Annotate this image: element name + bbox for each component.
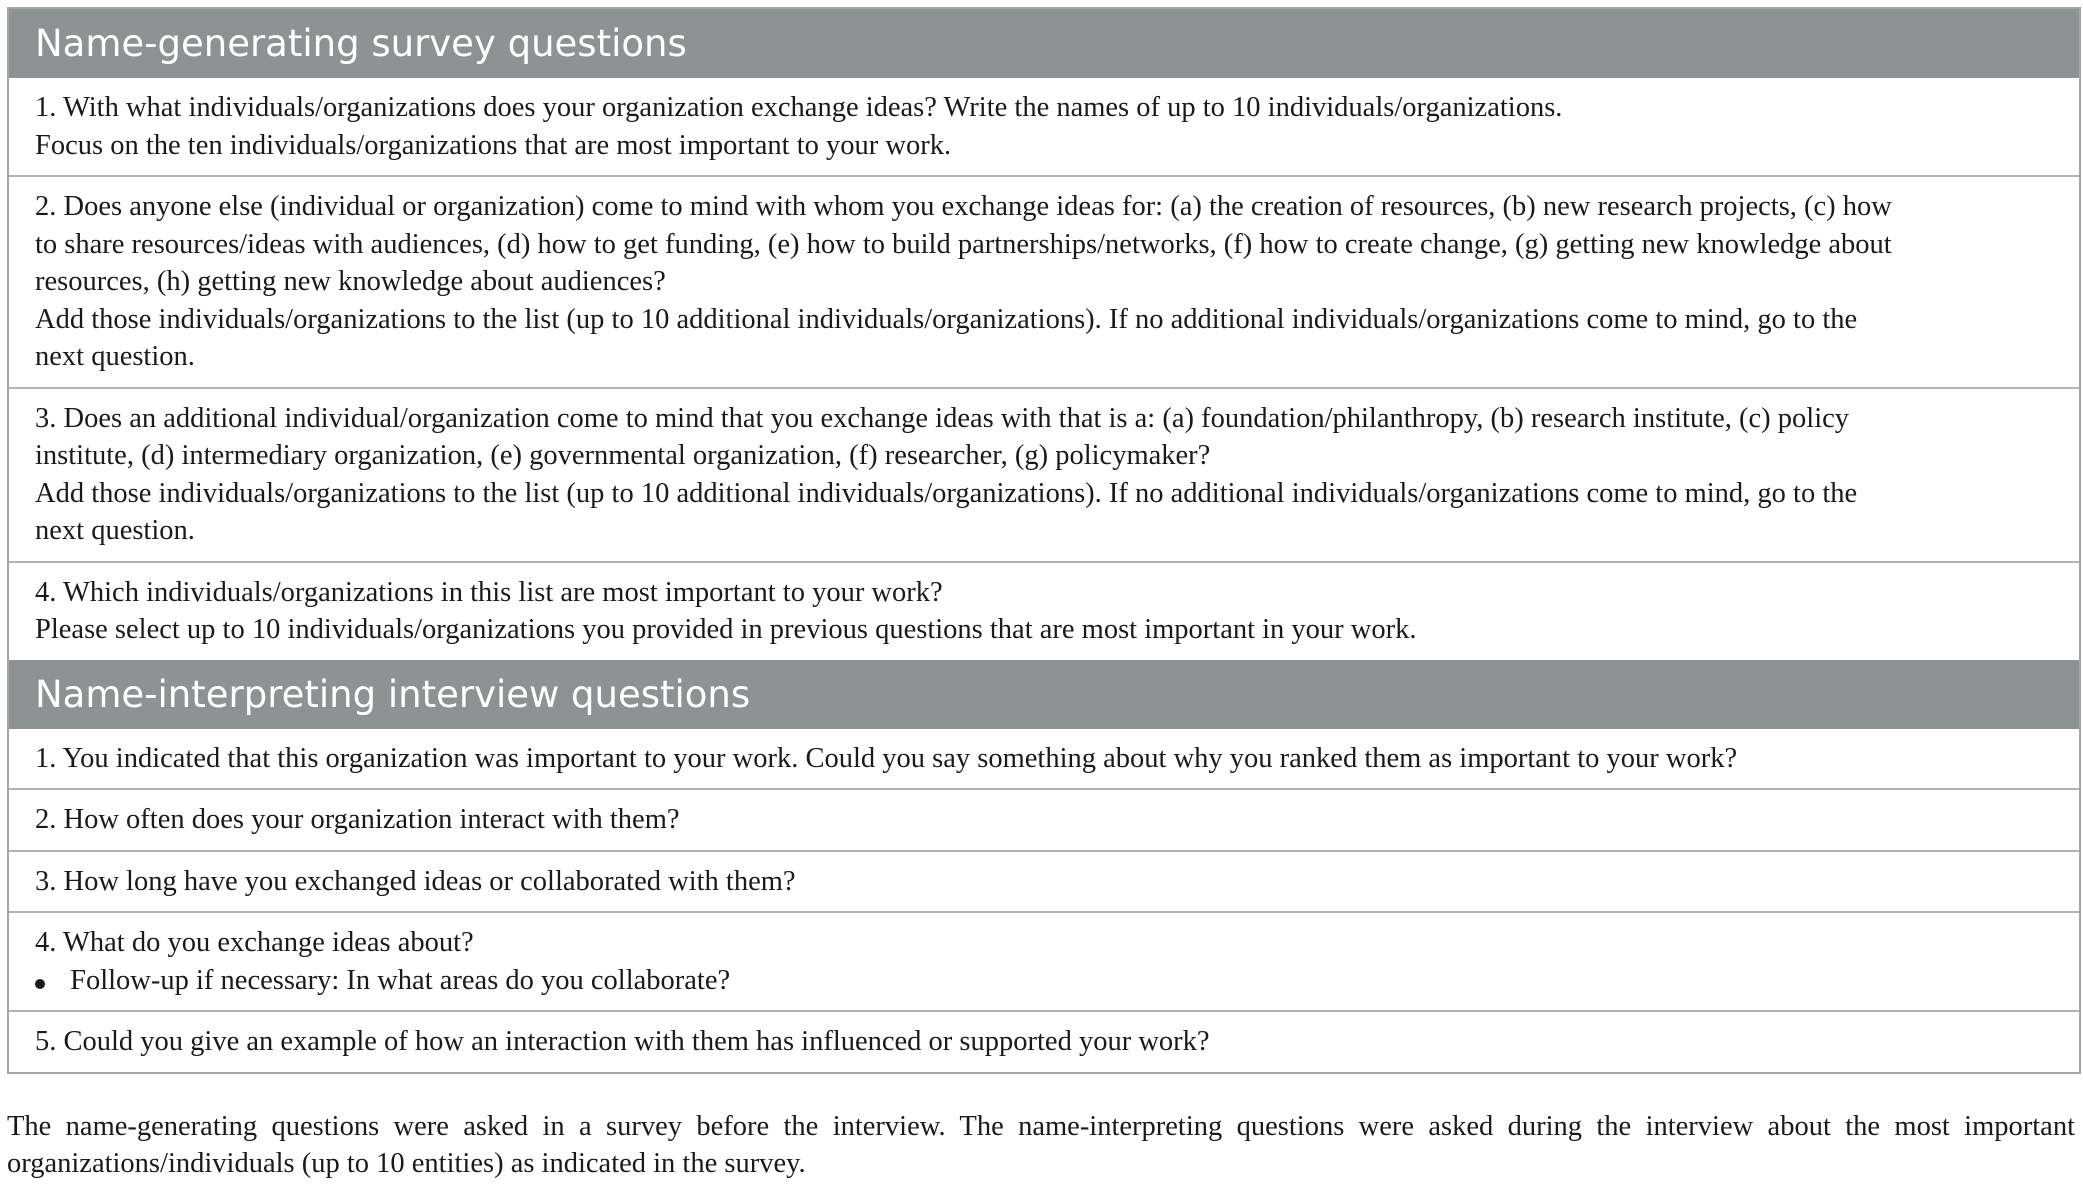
- interview-question-3: [9, 850, 2079, 912]
- question-line: resources, (h) getting new knowledge about audiences?: [35, 266, 666, 297]
- question-line: 3. How long have you exchanged ideas or collaborated with them?: [35, 865, 796, 897]
- survey-question-1: [9, 78, 2079, 175]
- question-line: 4. Which individuals/organizations in this list are most important to your work?: [35, 576, 943, 608]
- question-line: Add those individuals/organizations to the list (up to 10 additional individuals/organizations). If no additional individuals/organizations come to mind, go to the: [35, 477, 1858, 509]
- survey-question-3: [9, 387, 2079, 561]
- questions-table: [7, 7, 2081, 1074]
- section-header-survey: Name-generating survey questions: [9, 9, 2079, 78]
- question-line: next question.: [35, 515, 195, 546]
- question-line: 3. Does an additional individual/organization come to mind that you exchange ideas with that is a: (a) foundation/philanthropy, (b) research institute, (c) policy: [35, 402, 1850, 434]
- interview-question-5: [9, 1010, 2079, 1072]
- question-line: 4. What do you exchange ideas about?: [35, 927, 474, 958]
- question-line: 5. Could you give an example of how an interaction with them has influenced or supported your work?: [35, 1026, 1210, 1057]
- question-line: 1. You indicated that this organization was important to your work. Could you say something about why you ranked them as important to your work?: [35, 742, 1738, 774]
- question-line: Add those individuals/organizations to the list (up to 10 additional individuals/organizations). If no additional individuals/organizations come to mind, go to the: [35, 303, 1858, 335]
- question-line: next question.: [35, 341, 195, 372]
- table-footnote: The name-generating questions were asked in a survey before the interview. The name-interpreting questions were asked during the interview about the most important organizations/individuals (up to 10 entities) as indicated in the survey.: [7, 1111, 2075, 1179]
- bullet-icon: [35, 979, 45, 989]
- question-line: 2. Does anyone else (individual or organization) come to mind with whom you exchange ideas for: (a) the creation of resources, (b) new research projects, (c) how: [35, 191, 1892, 222]
- question-line: institute, (d) intermediary organization, (e) governmental organization, (f) researcher, (g) policymaker?: [35, 440, 1211, 471]
- follow-up-text: Follow-up if necessary: In what areas do you collaborate?: [70, 964, 731, 996]
- interview-question-1: [9, 729, 2079, 789]
- question-line: Focus on the ten individuals/organizations that are most important to your work.: [35, 129, 952, 161]
- interview-question-4: [9, 911, 2079, 1010]
- question-line: 1. With what individuals/organizations does your organization exchange ideas? Write the names of up to 10 individuals/organizations.: [35, 92, 1563, 123]
- question-line: to share resources/ideas with audiences, (d) how to get funding, (e) how to build partnerships/networks, (f) how to create change, (g) getting new knowledge about: [35, 228, 1892, 260]
- follow-up-item: [35, 962, 2053, 1000]
- question-line: 2. How often does your organization interact with them?: [35, 804, 680, 835]
- question-line: Please select up to 10 individuals/organizations you provided in previous questions that are most important in your work.: [35, 614, 1417, 645]
- interview-question-2: [9, 788, 2079, 850]
- survey-question-4: [9, 561, 2079, 660]
- section-header-interview: Name-interpreting interview questions: [9, 660, 2079, 729]
- survey-question-2: [9, 175, 2079, 387]
